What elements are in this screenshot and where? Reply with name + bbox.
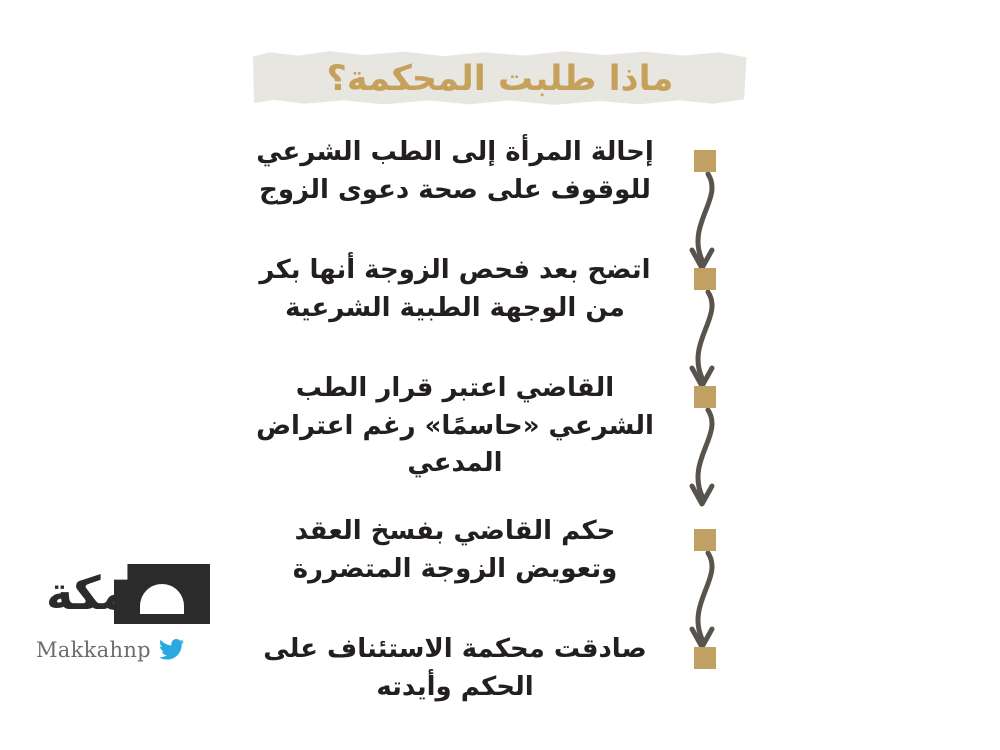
kaaba-logo-icon — [40, 562, 220, 632]
bullet-column — [670, 248, 740, 290]
brand-name-arabic: مكة — [46, 566, 130, 620]
square-bullet-icon — [694, 268, 716, 290]
list-item — [240, 627, 740, 719]
list-item — [240, 509, 740, 601]
page-title-container — [0, 44, 1000, 114]
square-bullet-icon — [694, 647, 716, 669]
list-item-text: القاضي اعتبر قرار الطب الشرعي «حاسمًا» رغم اعتراض المدعي — [256, 373, 654, 479]
bullet-column — [670, 509, 740, 551]
list-item-text: إحالة المرأة إلى الطب الشرعي للوقوف على صحة دعوى الزوج — [256, 137, 654, 205]
square-bullet-icon — [694, 150, 716, 172]
list-item — [240, 366, 740, 483]
bullet-column — [670, 627, 740, 669]
list-item-text: حكم القاضي بفسخ العقد وتعويض الزوجة المتضررة — [292, 516, 618, 584]
steps-list — [240, 130, 740, 745]
list-item — [240, 248, 740, 340]
list-item-text: صادقت محكمة الاستئناف على الحكم وأيدته — [263, 634, 647, 702]
list-item — [240, 130, 740, 222]
square-bullet-icon — [694, 386, 716, 408]
bullet-column — [670, 366, 740, 408]
brand-logo — [30, 562, 220, 682]
list-item-text: اتضح بعد فحص الزوجة أنها بكر من الوجهة الطبية الشرعية — [259, 255, 651, 323]
twitter-handle-row[interactable] — [36, 638, 185, 662]
page-title: ماذا طلبت المحكمة؟ — [326, 58, 674, 99]
twitter-bird-icon[interactable] — [159, 639, 185, 661]
twitter-handle-text[interactable]: Makkahnp — [36, 638, 151, 662]
bullet-column — [670, 130, 740, 172]
curved-arrow-icon — [678, 408, 734, 520]
square-bullet-icon — [694, 529, 716, 551]
